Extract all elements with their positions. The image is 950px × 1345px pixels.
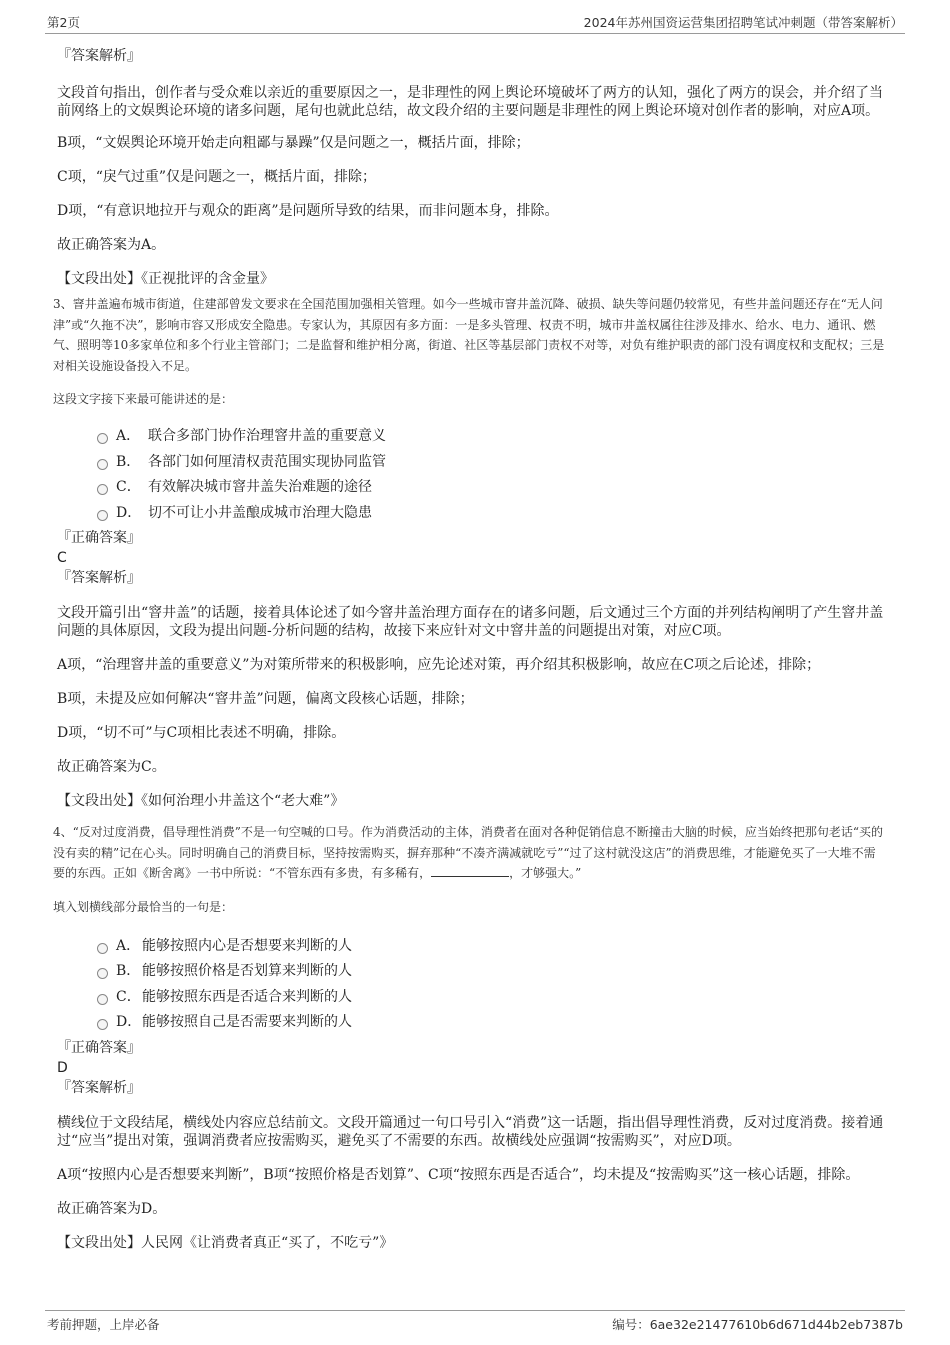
option-c[interactable]: C． 有效解决城市窨井盖失治难题的途径: [97, 475, 887, 501]
analysis-paragraph: 故正确答案为D。: [57, 1200, 167, 1217]
correct-answer: C: [57, 550, 67, 566]
analysis-paragraph: A项“按照内心是否想要来判断”，B项“按照价格是否划算”、C项“按照东西是否适合”，均未提及“按需购买”这一核心话题，排除。: [57, 1166, 860, 1183]
footer-slogan: 考前押题，上岸必备: [47, 1317, 160, 1332]
analysis-paragraph: 故正确答案为A。: [57, 237, 166, 253]
correct-answer-tag: 『正确答案』: [57, 530, 141, 546]
correct-answer: D: [57, 1059, 68, 1076]
analysis-paragraph: D项，“切不可”与C项相比表述不明确，排除。: [57, 725, 346, 741]
document-code: 编号：6ae32e21477610b6d671d44b2eb7387b: [612, 1317, 903, 1332]
page-footer: [45, 1310, 905, 1333]
analysis-paragraph: 横线位于文段结尾，横线处内容应总结前文。文段开篇通过一句口号引入“消费”这一话题，指出倡导理性消费，反对过度消费。接着通过“应当”提出对策，强调消费者应按需购买，避免买了不需要的东西。故横线处应强调“按需购买”，对应D项。: [57, 1114, 884, 1149]
correct-answer-tag: 『正确答案』: [57, 1039, 141, 1056]
radio-icon[interactable]: [97, 484, 108, 495]
fill-blank: [431, 864, 509, 877]
source-citation: 【文段出处】人民网《让消费者真正“买了，不吃亏”》: [57, 1234, 394, 1251]
question-prompt: 这段文字接下来最可能讲述的是：: [53, 392, 234, 406]
options-list: [97, 424, 887, 526]
analysis-tag: 『答案解析』: [57, 48, 141, 64]
page-content: [53, 40, 887, 1252]
question-text: 4、“反对过度消费，倡导理性消费”不是一句空喊的口号。作为消费活动的主体，消费者在面对各种促销信息不断撞击大脑的时候，应当始终把那句老话“买的没有卖的精”记在心头。同时明确自己的消费目标，坚持按需购买，摒弃那种“不凑齐满减就吃亏”“过了这村就没这店”的消费思维，才能避免买了一大堆不需要的东西。正如《断舍离》一书中所说：“不管东西有多贵，有多稀有， ，才够强大。”: [53, 825, 884, 880]
analysis-paragraph: 文段首句指出，创作者与受众难以亲近的重要原因之一，是非理性的网上舆论环境破坏了两方的认知，强化了两方的误会，并介绍了当前网络上的文娱舆论环境的诸多问题，尾句也就此总结，故文段介绍的主要问题是非理性的网上舆论环境对创作者的影响，对应A项。: [57, 85, 883, 119]
question-prompt: 填入划横线部分最恰当的一句是：: [53, 899, 234, 914]
analysis-tag: 『答案解析』: [57, 570, 141, 586]
radio-icon[interactable]: [97, 943, 108, 954]
question-text: 3、窨井盖遍布城市街道，住建部曾发文要求在全国范围加强相关管理。如今一些城市窨井盖沉降、破损、缺失等问题仍较常见，有些井盖问题还存在“无人问津”或“久拖不决”，影响市容又形成安全隐患。专家认为，其原因有多方面：一是多头管理、权责不明，城市井盖权属往往涉及排水、给水、电力、通讯、燃气、照明等10多家单位和多个行业主管部门；二是监督和维护相分离，街道、社区等基层部门责权不对等，对负有维护职责的部门没有调度权和支配权；三是对相关设施设备投入不足。: [53, 297, 885, 373]
radio-icon[interactable]: [97, 1019, 108, 1030]
source-citation: 【文段出处】《正视批评的含金量》: [57, 271, 274, 287]
options-list: [97, 934, 887, 1036]
analysis-paragraph: 文段开篇引出“窨井盖”的话题，接着具体论述了如今窨井盖治理方面存在的诸多问题，后文通过三个方面的并列结构阐明了产生窨井盖问题的具体原因，文段为提出问题-分析问题的结构，故接下来应针对文中窨井盖的问题提出对策，对应C项。: [57, 605, 884, 639]
option-d[interactable]: D． 能够按照自己是否需要来判断的人: [97, 1010, 887, 1036]
option-c[interactable]: C． 能够按照东西是否适合来判断的人: [97, 985, 887, 1011]
document-title: 2024年苏州国资运营集团招聘笔试冲刺题（带答案解析）: [583, 15, 903, 30]
radio-icon[interactable]: [97, 459, 108, 470]
radio-icon[interactable]: [97, 968, 108, 979]
analysis-paragraph: C项，“戾气过重”仅是问题之一，概括片面，排除；: [57, 169, 377, 185]
option-a[interactable]: A． 能够按照内心是否想要来判断的人: [97, 934, 887, 960]
option-b[interactable]: B． 能够按照价格是否划算来判断的人: [97, 959, 887, 985]
page-header: [45, 11, 905, 34]
radio-icon[interactable]: [97, 994, 108, 1005]
analysis-tag: 『答案解析』: [57, 1079, 141, 1096]
source-citation: 【文段出处】《如何治理小井盖这个“老大难”》: [57, 793, 345, 809]
analysis-paragraph: D项，“有意识地拉开与观众的距离”是问题所导致的结果，而非问题本身，排除。: [57, 203, 559, 219]
radio-icon[interactable]: [97, 510, 108, 521]
option-b[interactable]: B． 各部门如何厘清权责范围实现协同监管: [97, 450, 887, 476]
analysis-paragraph: 故正确答案为C。: [57, 759, 166, 775]
option-d[interactable]: D． 切不可让小井盖酿成城市治理大隐患: [97, 501, 887, 527]
analysis-paragraph: B项，未提及应如何解决“窨井盖”问题，偏离文段核心话题，排除；: [57, 691, 474, 707]
radio-icon[interactable]: [97, 433, 108, 444]
analysis-paragraph: A项，“治理窨井盖的重要意义”为对策所带来的积极影响，应先论述对策，再介绍其积极影响，故应在C项之后论述，排除；: [57, 657, 821, 673]
option-a[interactable]: A． 联合多部门协作治理窨井盖的重要意义: [97, 424, 887, 450]
analysis-paragraph: B项，“文娱舆论环境开始走向粗鄙与暴躁”仅是问题之一，概括片面，排除；: [57, 135, 530, 151]
page-number: 第2页: [47, 15, 80, 30]
